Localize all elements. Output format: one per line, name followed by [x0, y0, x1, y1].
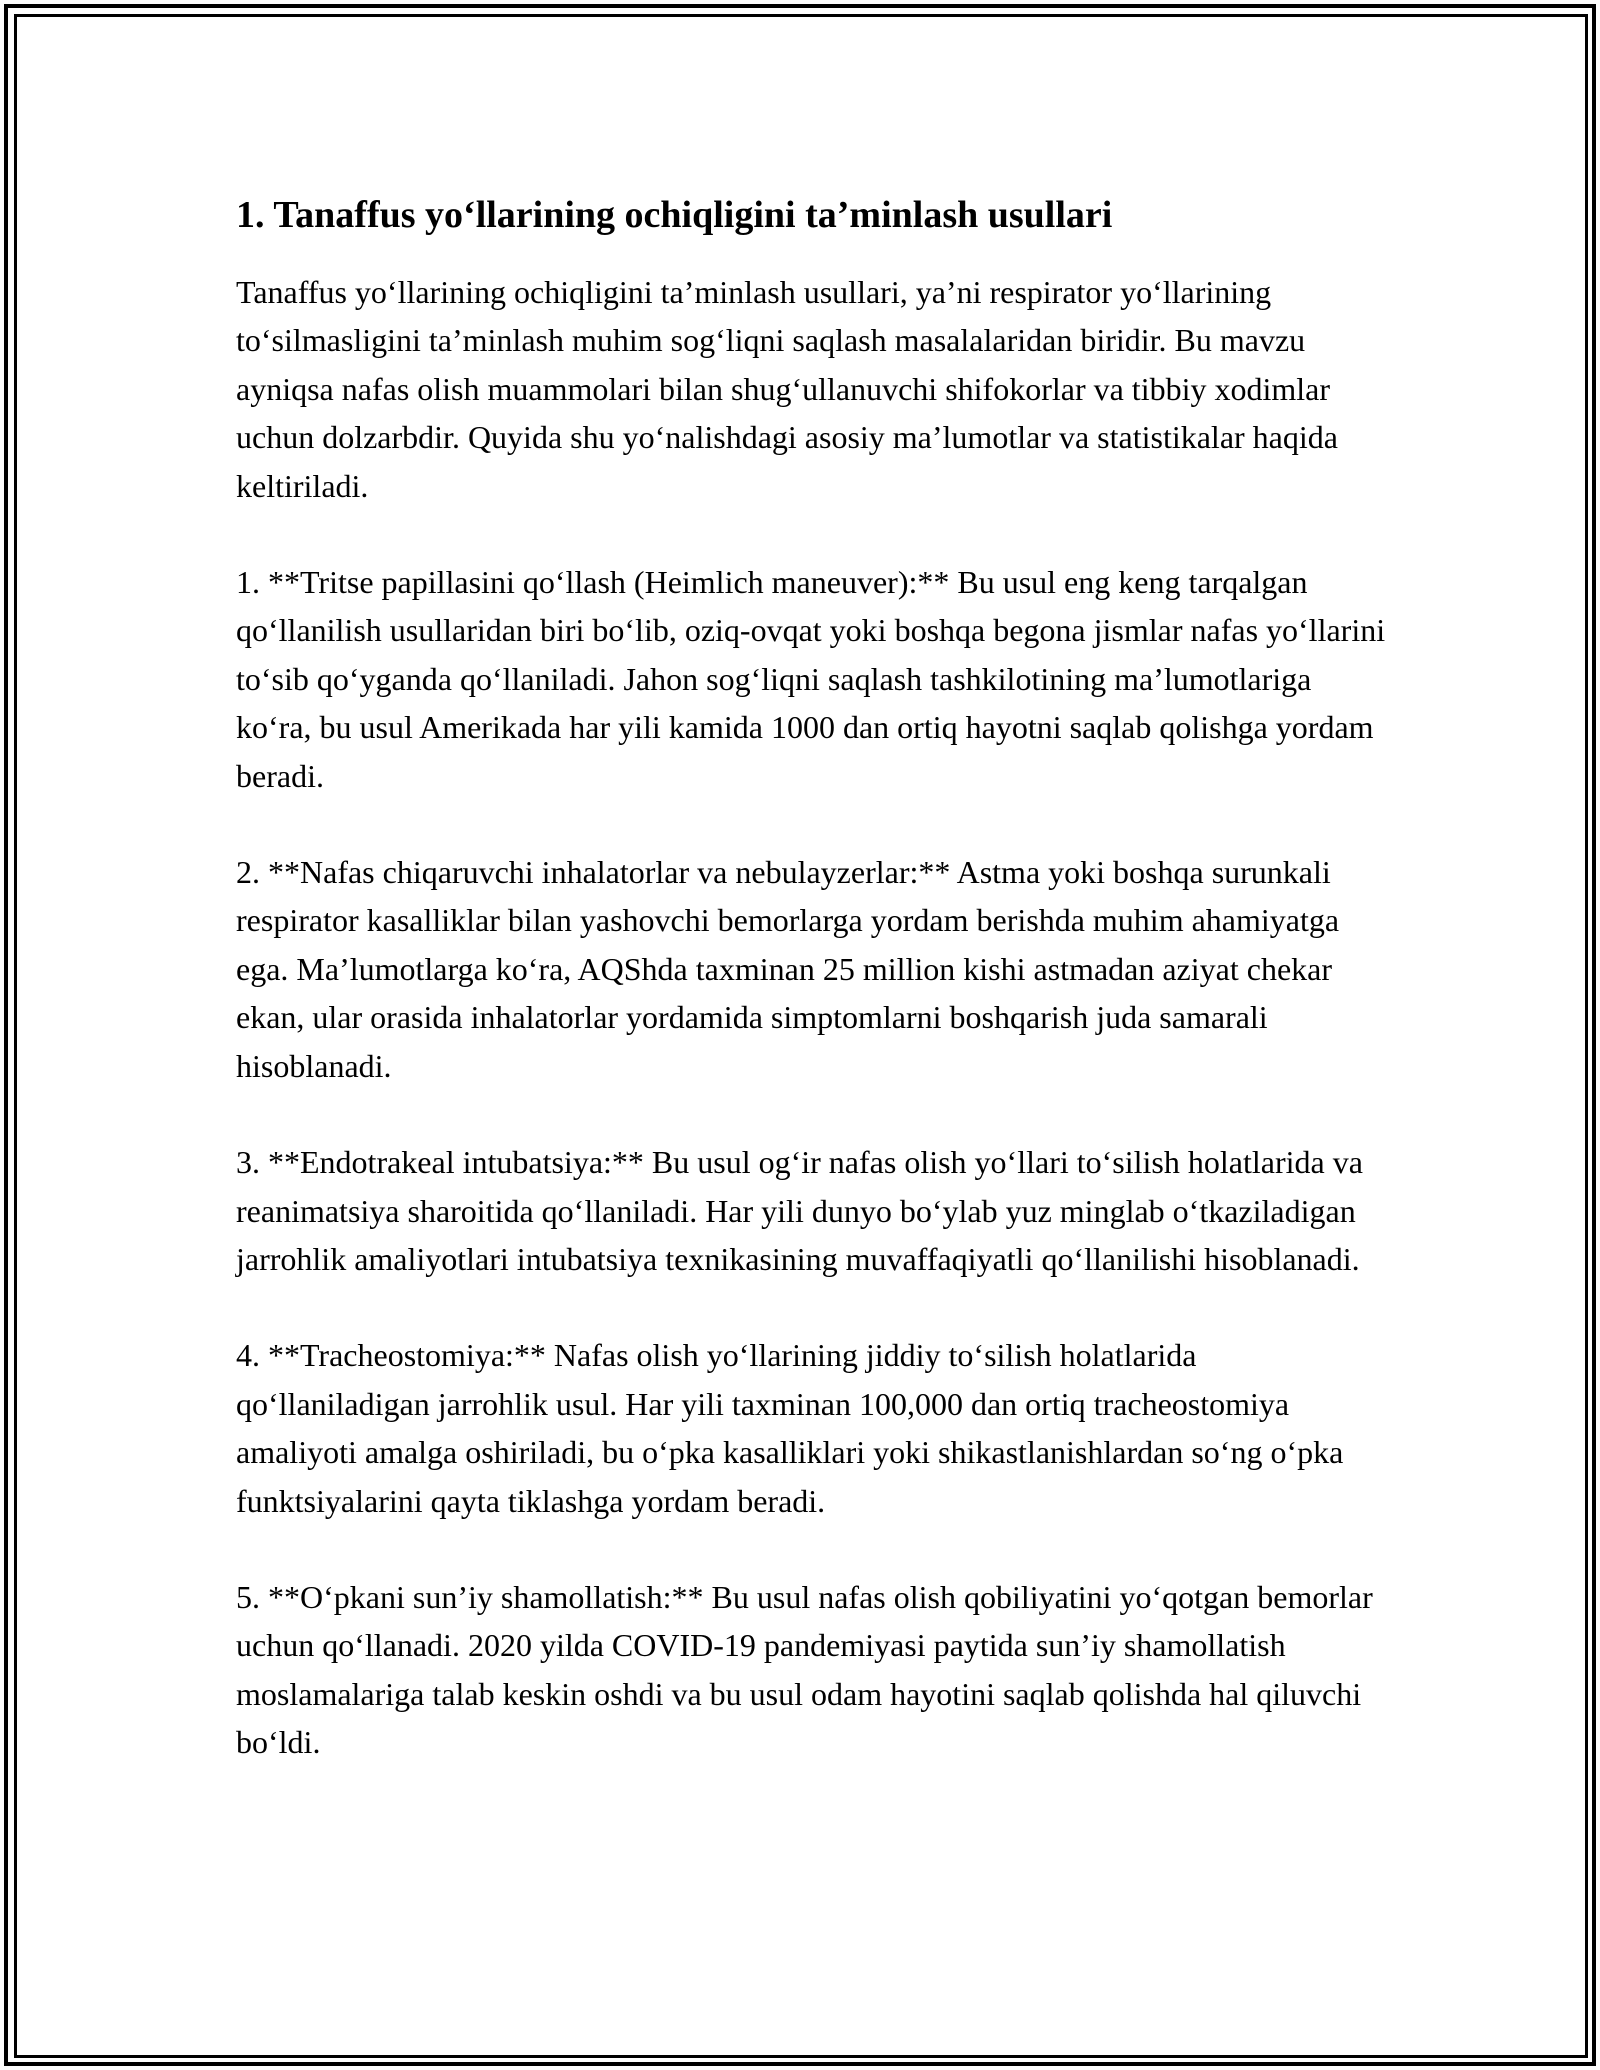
document-body	[236, 186, 1386, 1767]
document-title: 1. Tanaffus yo‘llarining ochiqligini ta’minlash usullari	[236, 194, 1113, 236]
list-item-2-paragraph: 2. **Nafas chiqaruvchi inhalatorlar va nebulayzerlar:** Astma yoki boshqa surunkali respirator kasalliklar bilan yashovchi bemorlarga yordam berishda muhim ahamiyatga ega. Ma’lumotlarga ko‘ra, AQShda taxminan 25 million kishi astmadan aziyat chekar ekan, ular orasida inhalatorlar yordamida simptomlarni boshqarish juda samarali hisoblanadi.	[236, 854, 1340, 1084]
list-item-5-paragraph: 5. **O‘pkani sun’iy shamollatish:** Bu usul nafas olish qobiliyatini yo‘qotgan bemorlar uchun qo‘llanadi. 2020 yilda COVID-19 pandemiyasi paytida sun’iy shamollatish moslamalariga talab keskin oshdi va bu usul odam hayotini saqlab qolishda hal qiluvchi bo‘ldi.	[236, 1578, 1373, 1761]
list-item-3-paragraph: 3. **Endotrakeal intubatsiya:** Bu usul og‘ir nafas olish yo‘llari to‘silish holatlarida va reanimatsiya sharoitida qo‘llaniladi. Har yili dunyo bo‘ylab yuz minglab o‘tkaziladigan jarrohlik amaliyotlari intubatsiya texnikasining muvaffaqiyatli qo‘llanilishi hisoblanadi.	[236, 1144, 1363, 1277]
intro-paragraph: Tanaffus yo‘llarining ochiqligini ta’minlash usullari, ya’ni respirator yo‘llarining to‘silmasligini ta’minlash muhim sog‘liqni saqlash masalalaridan biridir. Bu mavzu ayniqsa nafas olish muammolari bilan shug‘ullanuvchi shifokorlar va tibbiy xodimlar uchun dolzarbdir. Quyida shu yo‘nalishdagi asosiy ma’lumotlar va statistikalar haqida keltiriladi.	[236, 274, 1338, 504]
list-item-1-paragraph: 1. **Tritse papillasini qo‘llash (Heimlich maneuver):** Bu usul eng keng tarqalgan qo‘llanilish usullaridan biri bo‘lib, oziq-ovqat yoki boshqa begona jismlar nafas yo‘llarini to‘sib qo‘yganda qo‘llaniladi. Jahon sog‘liqni saqlash tashkilotining ma’lumotlariga ko‘ra, bu usul Amerikada har yili kamida 1000 dan ortiq hayotni saqlab qolishga yordam beradi.	[236, 564, 1386, 794]
list-item-4-paragraph: 4. **Tracheostomiya:** Nafas olish yo‘llarining jiddiy to‘silish holatlarida qo‘llaniladigan jarrohlik usul. Har yili taxminan 100,000 dan ortiq tracheostomiya amaliyoti amalga oshiriladi, bu o‘pka kasalliklari yoki shikastlanishlardan so‘ng o‘pka funktsiyalarini qayta tiklashga yordam beradi.	[236, 1337, 1344, 1519]
